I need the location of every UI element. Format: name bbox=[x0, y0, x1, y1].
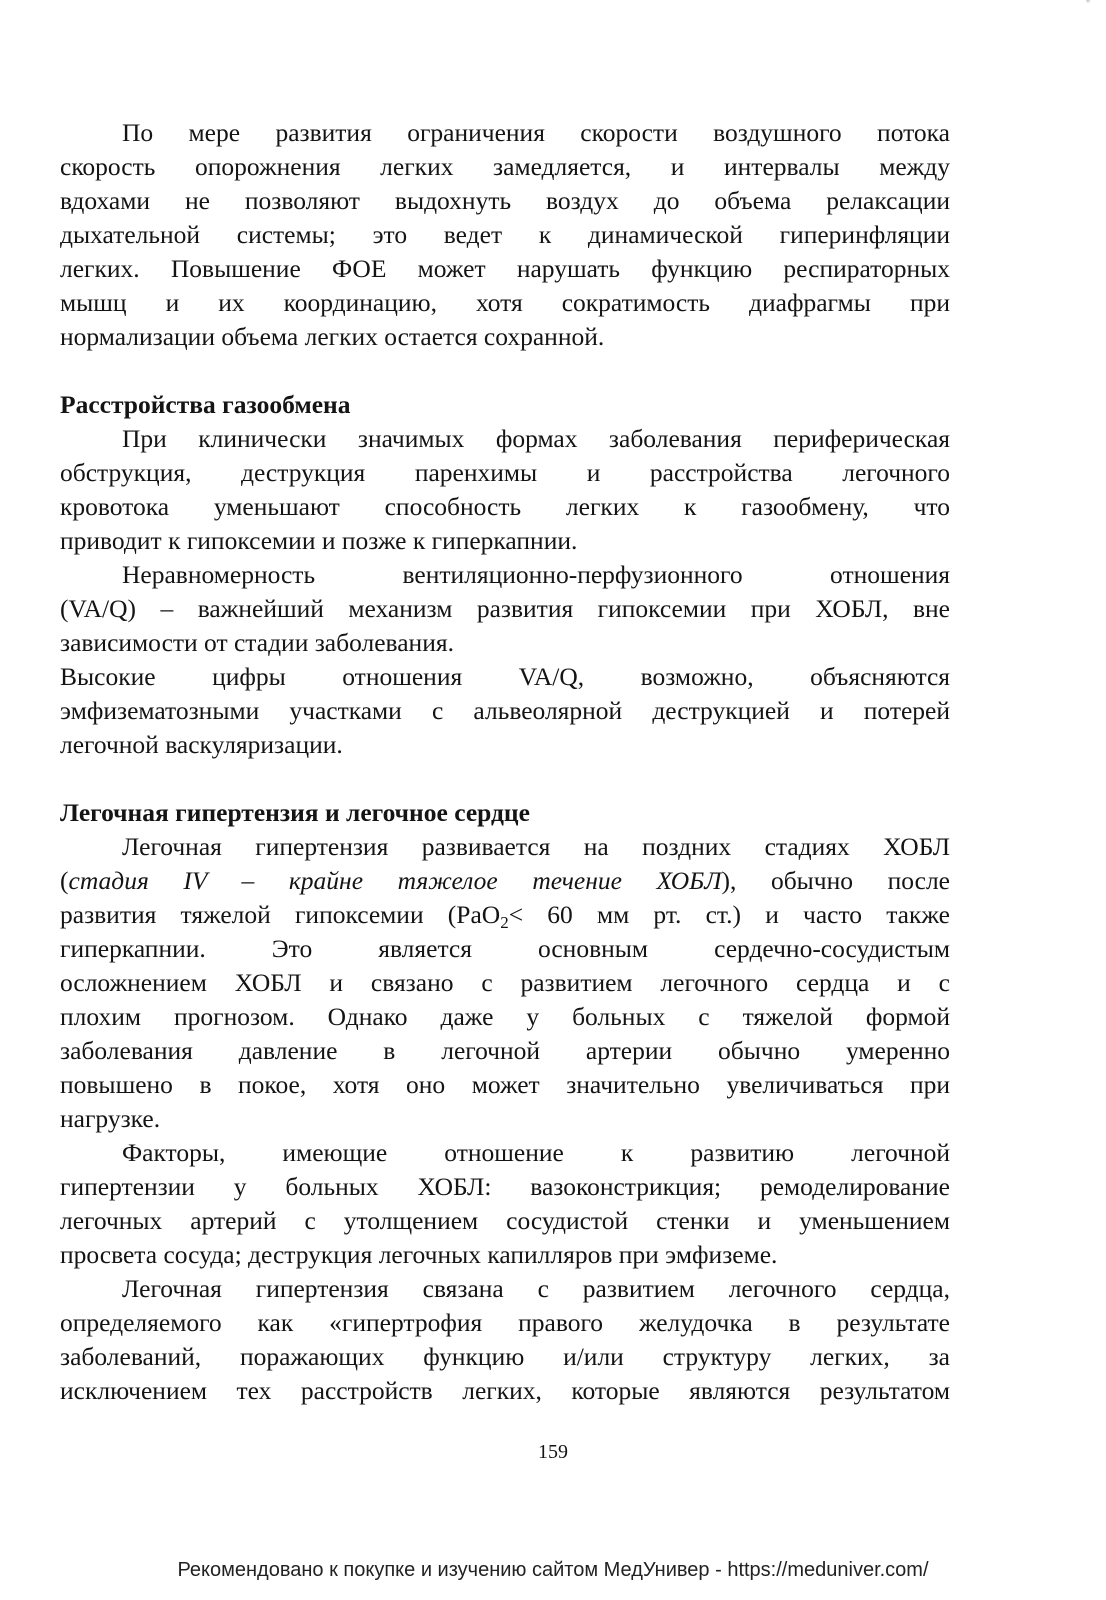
paragraph-cor-pulmonale bbox=[60, 1272, 950, 1408]
section-heading-pulmonary-hypertension: Легочная гипертензия и легочное сердце bbox=[60, 798, 530, 827]
text-line: Легочная гипертензия развивается на поздних стадиях ХОБЛ bbox=[122, 832, 950, 861]
paragraph-high-va-q bbox=[60, 660, 950, 762]
text-line: зависимости от стадии заболевания. bbox=[60, 628, 454, 657]
text-line: гиперкапнии. Это является основным сердечно-сосудистым bbox=[60, 934, 950, 963]
text-line: исключением тех расстройств легких, которые являются результатом bbox=[60, 1376, 950, 1405]
text-line: легких. Повышение ФОЕ может нарушать функцию респираторных bbox=[60, 254, 950, 283]
paragraph-factors bbox=[60, 1136, 950, 1272]
text-line: просвета сосуда; деструкция легочных капилляров при эмфиземе. bbox=[60, 1240, 778, 1269]
text-line: заболевания давление в легочной артерии обычно умеренно bbox=[60, 1036, 950, 1065]
paragraph-airflow bbox=[60, 116, 950, 354]
text-line: повышено в покое, хотя оно может значительно увеличиваться при bbox=[60, 1070, 950, 1099]
text-line: легочной васкуляризации. bbox=[60, 730, 343, 759]
text-line: гипертензии у больных ХОБЛ: вазоконстрикция; ремоделирование bbox=[60, 1172, 950, 1201]
text-line: Высокие цифры отношения VA/Q, возможно, объясняются bbox=[60, 662, 950, 691]
text-line-with-subscript bbox=[60, 898, 950, 932]
paragraph-va-q bbox=[60, 558, 950, 660]
text-fragment: развития тяжелой гипоксемии (PaO bbox=[60, 900, 501, 929]
text-line: Факторы, имеющие отношение к развитию легочной bbox=[122, 1138, 950, 1167]
text-line: плохим прогнозом. Однако даже у больных с тяжелой формой bbox=[60, 1002, 950, 1031]
text-line: По мере развития ограничения скорости воздушного потока bbox=[122, 118, 950, 147]
text-line: нагрузке. bbox=[60, 1104, 161, 1133]
page-number: 159 bbox=[538, 1441, 568, 1463]
italic-stage-note: стадия IV – крайне тяжелое течение ХОБЛ bbox=[68, 866, 722, 895]
text-fragment: ( bbox=[60, 866, 69, 895]
text-line: вдохами не позволяют выдохнуть воздух до объема релаксации bbox=[60, 186, 950, 215]
footer-recommendation: Рекомендовано к покупке и изучению сайтом МедУнивер - https://meduniver.com/ bbox=[177, 1559, 929, 1581]
text-line: мышц и их координацию, хотя сократимость диафрагмы при bbox=[60, 288, 950, 317]
text-line-with-italic bbox=[60, 864, 950, 898]
text-line: приводит к гипоксемии и позже к гиперкапнии. bbox=[60, 526, 578, 555]
section-heading-gas-exchange: Расстройства газообмена bbox=[60, 390, 351, 419]
text-line: эмфизематозными участками с альвеолярной деструкцией и потерей bbox=[60, 696, 950, 725]
text-line: легочных артерий с утолщением сосудистой стенки и уменьшением bbox=[60, 1206, 950, 1235]
paragraph-gas-exchange bbox=[60, 422, 950, 558]
text-line: определяемого как «гипертрофия правого желудочка в результате bbox=[60, 1308, 950, 1337]
text-line: дыхательной системы; это ведет к динамической гиперинфляции bbox=[60, 220, 950, 249]
text-fragment: < 60 мм рт. ст.) и часто также bbox=[508, 900, 950, 929]
text-line: обструкция, деструкция паренхимы и расстройства легочного bbox=[60, 458, 950, 487]
text-line: кровотока уменьшают способность легких к газообмену, что bbox=[60, 492, 950, 521]
text-line: (VA/Q) – важнейший механизм развития гипоксемии при ХОБЛ, вне bbox=[60, 594, 950, 623]
text-line: Легочная гипертензия связана с развитием легочного сердца, bbox=[122, 1274, 950, 1303]
text-line: заболеваний, поражающих функцию и/или структуру легких, за bbox=[60, 1342, 950, 1371]
paragraph-pulmonary-hypertension bbox=[60, 830, 950, 1136]
text-line: нормализации объема легких остается сохранной. bbox=[60, 322, 605, 351]
page-content bbox=[60, 116, 950, 1408]
text-line: Неравномерность вентиляционно-перфузионного отношения bbox=[122, 560, 950, 589]
text-line: скорость опорожнения легких замедляется, и интервалы между bbox=[60, 152, 950, 181]
text-fragment: ), обычно после bbox=[721, 866, 950, 895]
scan-corner-mark: " bbox=[1086, 0, 1091, 10]
text-line: При клинически значимых формах заболевания периферическая bbox=[122, 424, 950, 453]
text-line: осложнением ХОБЛ и связано с развитием легочного сердца и с bbox=[60, 968, 950, 997]
subscript-2: 2 bbox=[500, 913, 509, 932]
